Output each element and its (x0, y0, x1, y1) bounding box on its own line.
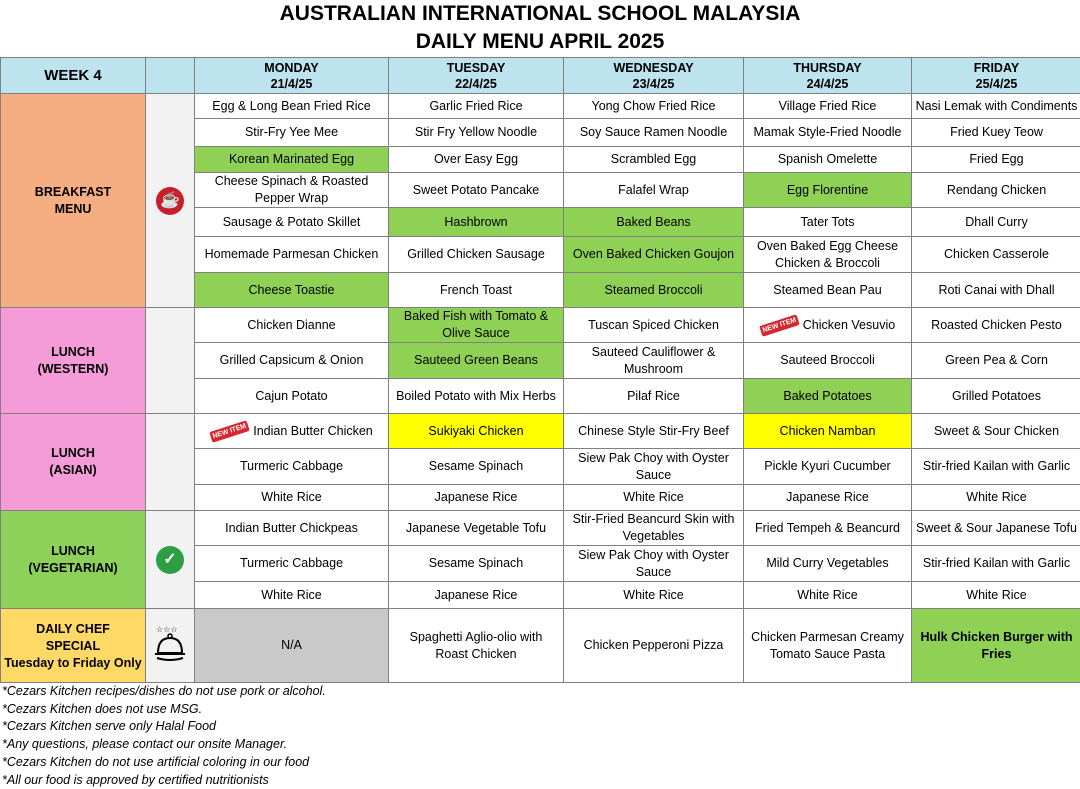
menu-item: Homemade Parmesan Chicken (195, 237, 389, 273)
menu-item: Stir-fried Kailan with Garlic (912, 449, 1080, 485)
day-name: WEDNESDAY (613, 61, 693, 75)
menu-item: Baked Beans (564, 208, 744, 237)
footnote: *Cezars Kitchen does not use MSG. (2, 701, 326, 719)
header-icon-column (146, 58, 195, 94)
day-name: TUESDAY (447, 61, 506, 75)
menu-item: Green Pea & Corn (912, 343, 1080, 379)
menu-item: Stir-Fry Yee Mee (195, 119, 389, 147)
menu-item: Yong Chow Fried Rice (564, 94, 744, 119)
menu-item: Spaghetti Aglio-olio with Roast Chicken (389, 609, 564, 683)
menu-item: Rendang Chicken (912, 173, 1080, 208)
day-header-monday (195, 58, 389, 94)
category-chef-special (1, 609, 146, 683)
day-date: 23/4/25 (633, 77, 675, 91)
category-label: LUNCH (51, 345, 95, 359)
menu-table (0, 57, 1080, 683)
menu-item: White Rice (195, 485, 389, 511)
menu-item: Sauteed Green Beans (389, 343, 564, 379)
icon-cell (146, 414, 195, 511)
menu-item: White Rice (744, 582, 912, 609)
menu-item: Oven Baked Chicken Goujon (564, 237, 744, 273)
table-row (1, 94, 1080, 119)
day-date: 21/4/25 (271, 77, 313, 91)
category-note: Tuesday to Friday Only (4, 655, 142, 671)
menu-item: Turmeric Cabbage (195, 449, 389, 485)
menu-item: Korean Marinated Egg (195, 147, 389, 173)
menu-item: Grilled Potatoes (912, 379, 1080, 414)
menu-item-label: Chicken Vesuvio (803, 318, 895, 332)
menu-item: Spanish Omelette (744, 147, 912, 173)
day-date: 25/4/25 (976, 77, 1018, 91)
menu-item: Mamak Style-Fried Noodle (744, 119, 912, 147)
menu-item: Chicken Casserole (912, 237, 1080, 273)
menu-item: Falafel Wrap (564, 173, 744, 208)
day-header-friday (912, 58, 1080, 94)
new-item-badge: NEW ITEM (209, 420, 249, 443)
day-name: FRIDAY (974, 61, 1019, 75)
menu-item: Siew Pak Choy with Oyster Sauce (564, 449, 744, 485)
menu-item: Pilaf Rice (564, 379, 744, 414)
menu-item: Scrambled Egg (564, 147, 744, 173)
category-label: MENU (55, 202, 92, 216)
footnote: *Any questions, please contact our onsite Manager. (2, 736, 326, 754)
menu-item-label: Indian Butter Chicken (253, 424, 373, 438)
day-name: THURSDAY (793, 61, 861, 75)
menu-item: Cheese Toastie (195, 273, 389, 308)
menu-item: Cheese Spinach & Roasted Pepper Wrap (195, 173, 389, 208)
category-breakfast (1, 94, 146, 308)
table-row (1, 308, 1080, 343)
menu-item: Pickle Kyuri Cucumber (744, 449, 912, 485)
new-item-badge: NEW ITEM (759, 314, 799, 337)
day-header-wednesday (564, 58, 744, 94)
menu-item: Sesame Spinach (389, 546, 564, 582)
menu-item: Japanese Vegetable Tofu (389, 511, 564, 546)
menu-item: French Toast (389, 273, 564, 308)
menu-item: Steamed Bean Pau (744, 273, 912, 308)
menu-item: Egg & Long Bean Fried Rice (195, 94, 389, 119)
category-label: LUNCH (51, 446, 95, 460)
menu-item: Steamed Broccoli (564, 273, 744, 308)
menu-item: Roti Canai with Dhall (912, 273, 1080, 308)
menu-item: Nasi Lemak with Condiments (912, 94, 1080, 119)
menu-item: Fried Tempeh & Beancurd (744, 511, 912, 546)
chef-cloche-icon (153, 623, 187, 663)
category-label: SPECIAL (46, 639, 100, 653)
vegetarian-icon-cell (146, 511, 195, 609)
menu-item: Village Fried Rice (744, 94, 912, 119)
menu-item: Hulk Chicken Burger with Fries (912, 609, 1080, 683)
menu-item: Turmeric Cabbage (195, 546, 389, 582)
category-lunch-asian (1, 414, 146, 511)
svg-text:☆☆☆: ☆☆☆ (156, 625, 178, 634)
menu-item: N/A (195, 609, 389, 683)
menu-item: Cajun Potato (195, 379, 389, 414)
menu-item: Fried Egg (912, 147, 1080, 173)
chef-icon-cell (146, 609, 195, 683)
menu-item: Dhall Curry (912, 208, 1080, 237)
menu-item: Boiled Potato with Mix Herbs (389, 379, 564, 414)
menu-item: Fried Kuey Teow (912, 119, 1080, 147)
menu-item: Sauteed Cauliflower & Mushroom (564, 343, 744, 379)
menu-item: White Rice (564, 582, 744, 609)
breakfast-icon-cell (146, 94, 195, 308)
menu-item: Sweet & Sour Chicken (912, 414, 1080, 449)
table-row (1, 511, 1080, 546)
menu-item: Over Easy Egg (389, 147, 564, 173)
menu-item: Mild Curry Vegetables (744, 546, 912, 582)
menu-item (195, 414, 389, 449)
menu-item: Sukiyaki Chicken (389, 414, 564, 449)
category-lunch-western (1, 308, 146, 414)
table-row (1, 609, 1080, 683)
menu-item: Japanese Rice (389, 485, 564, 511)
menu-item: Chicken Pepperoni Pizza (564, 609, 744, 683)
menu-item: Stir-fried Kailan with Garlic (912, 546, 1080, 582)
menu-title: DAILY MENU APRIL 2025 (0, 28, 1080, 56)
menu-item: Indian Butter Chickpeas (195, 511, 389, 546)
menu-item: Hashbrown (389, 208, 564, 237)
menu-item: Roasted Chicken Pesto (912, 308, 1080, 343)
school-title: AUSTRALIAN INTERNATIONAL SCHOOL MALAYSIA (0, 0, 1080, 28)
day-date: 24/4/25 (807, 77, 849, 91)
menu-item: White Rice (912, 582, 1080, 609)
menu-item (744, 308, 912, 343)
menu-item: Sweet & Sour Japanese Tofu (912, 511, 1080, 546)
menu-item: Chicken Parmesan Creamy Tomato Sauce Pasta (744, 609, 912, 683)
footnote: *All our food is approved by certified nutritionists (2, 772, 326, 789)
menu-item: Egg Florentine (744, 173, 912, 208)
menu-item: Tuscan Spiced Chicken (564, 308, 744, 343)
menu-item: Chicken Dianne (195, 308, 389, 343)
footnote: *Cezars Kitchen recipes/dishes do not use pork or alcohol. (2, 683, 326, 701)
menu-item: Stir Fry Yellow Noodle (389, 119, 564, 147)
icon-cell (146, 308, 195, 414)
category-label: BREAKFAST (35, 185, 111, 199)
footnote: *Cezars Kitchen do not use artificial coloring in our food (2, 754, 326, 772)
day-header-tuesday (389, 58, 564, 94)
table-row (1, 414, 1080, 449)
breakfast-icon: ☕ (156, 187, 184, 215)
category-label: (ASIAN) (49, 463, 96, 477)
category-label: (WESTERN) (38, 362, 109, 376)
menu-item: Sauteed Broccoli (744, 343, 912, 379)
day-name: MONDAY (264, 61, 318, 75)
vegetarian-leaf-icon: ✓ (156, 546, 184, 574)
menu-item: Sausage & Potato Skillet (195, 208, 389, 237)
menu-item: Baked Potatoes (744, 379, 912, 414)
menu-item: Tater Tots (744, 208, 912, 237)
menu-item: Chinese Style Stir-Fry Beef (564, 414, 744, 449)
day-date: 22/4/25 (455, 77, 497, 91)
menu-item: Garlic Fried Rice (389, 94, 564, 119)
week-label: WEEK 4 (1, 58, 146, 94)
menu-item: Stir-Fried Beancurd Skin with Vegetables (564, 511, 744, 546)
menu-item: Soy Sauce Ramen Noodle (564, 119, 744, 147)
day-header-thursday (744, 58, 912, 94)
menu-item: Grilled Chicken Sausage (389, 237, 564, 273)
menu-item: White Rice (564, 485, 744, 511)
category-lunch-vegetarian (1, 511, 146, 609)
footnotes (2, 683, 326, 789)
menu-item: Siew Pak Choy with Oyster Sauce (564, 546, 744, 582)
header-row (1, 58, 1080, 94)
category-label: DAILY CHEF (36, 622, 110, 636)
category-label: LUNCH (51, 544, 95, 558)
menu-item: Oven Baked Egg Cheese Chicken & Broccoli (744, 237, 912, 273)
menu-item: White Rice (195, 582, 389, 609)
category-label: (VEGETARIAN) (28, 561, 117, 575)
menu-item: Japanese Rice (744, 485, 912, 511)
menu-item: Japanese Rice (389, 582, 564, 609)
menu-item: White Rice (912, 485, 1080, 511)
menu-item: Baked Fish with Tomato & Olive Sauce (389, 308, 564, 343)
footnote: *Cezars Kitchen serve only Halal Food (2, 718, 326, 736)
menu-item: Chicken Namban (744, 414, 912, 449)
menu-item: Grilled Capsicum & Onion (195, 343, 389, 379)
menu-item: Sweet Potato Pancake (389, 173, 564, 208)
menu-item: Sesame Spinach (389, 449, 564, 485)
